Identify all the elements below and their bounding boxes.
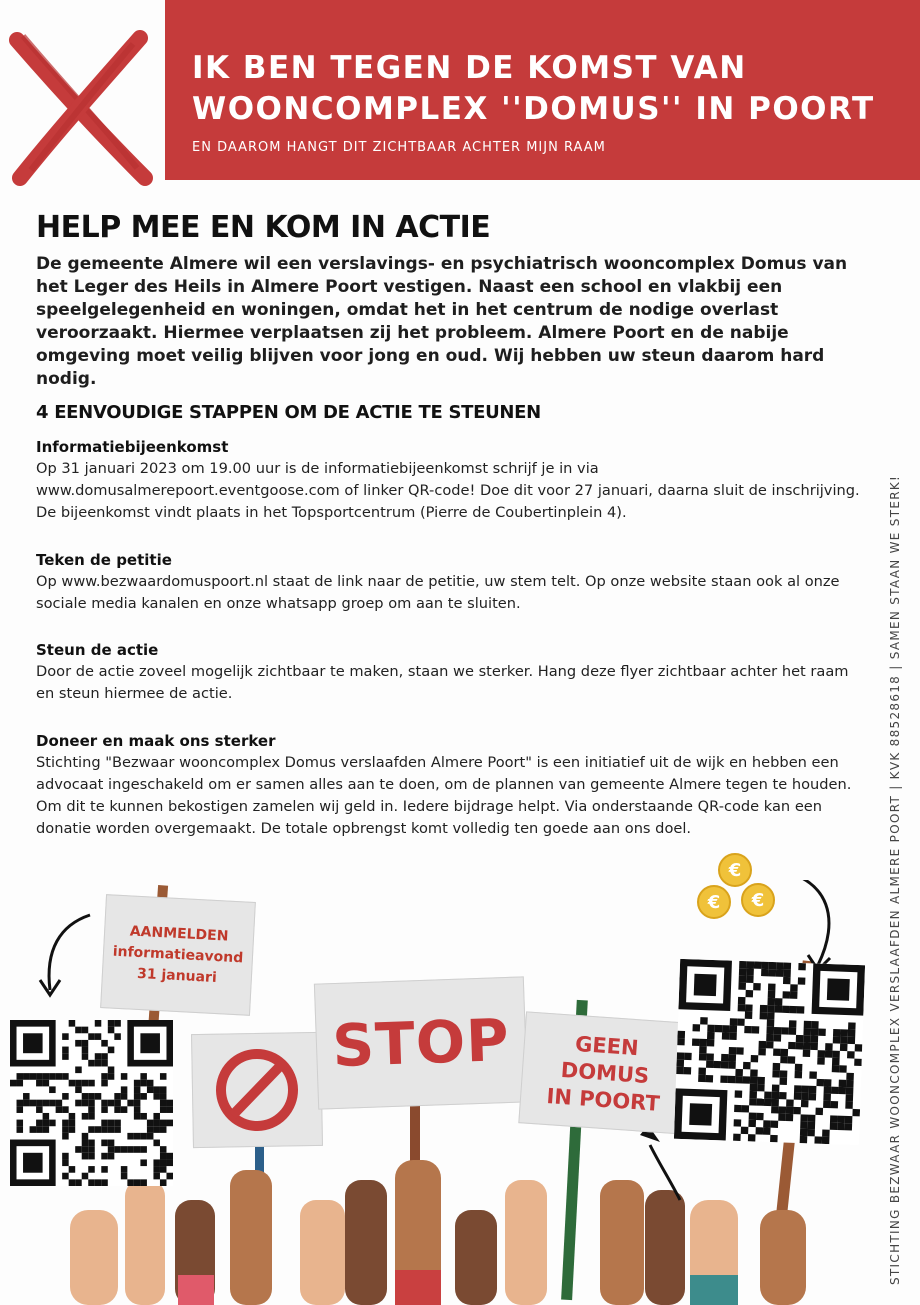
step-information-meeting [36, 437, 866, 524]
sign-stop: STOP [314, 976, 528, 1109]
sign-line: DOMUS [560, 1057, 650, 1088]
sign-line: 31 januari [136, 965, 218, 986]
side-footer-text: STICHTING BEZWAAR WOONCOMPLEX VERSLAAFDEN ALMERE POORT | KVK 88528618 | SAMEN STAAN WE STERK! [888, 474, 902, 1285]
step-support-action [36, 640, 866, 705]
euro-coin-icon: € [718, 853, 752, 887]
step-text: Op www.bezwaardomuspoort.nl staat de link naar de petitie, uw stem telt. Op onze website staan ook al onze sociale media kanalen en onze whatsapp groep om aan te sluiten. [36, 573, 840, 612]
sign-line: AANMELDEN [129, 922, 229, 945]
step-title: Steun de actie [36, 641, 159, 659]
step-donate [36, 731, 866, 840]
step-text: Op 31 januari 2023 om 19.00 uur is de informatiebijeenkomst schrijf je in via www.domusalmerepoort.eventgoose.com of linker QR-code! Doe dit voor 27 januari, daarna sluit de inschrijving. De bijeenkomst vindt plaats in het Topsportcentrum (Pierre de Coubertinplein 4). [36, 460, 860, 521]
step-title: Teken de petitie [36, 551, 172, 569]
step-text: Stichting "Bezwaar wooncomplex Domus verslaafden Almere Poort" is een initiatief uit de wijk en hebben een advocaat ingeschakeld om er samen alles aan te doen, om de plannen van gemeente Almere tegen te houden. Om dit te kunnen bekostigen zamelen wij geld in. Iedere bijdrage helpt. Via onderstaande QR-code kan een donatie worden overgemaakt. De totale opbrengst komt volledig ten goede aan ons doel. [36, 754, 852, 837]
qr-code-registration[interactable] [10, 1020, 173, 1186]
intro-paragraph: De gemeente Almere wil een verslavings- en psychiatrisch wooncomplex Domus van het Leger des Heils in Almere Poort vestigen. Naast een school en vlakbij een speelgelegenheid en woningen, omdat het in het centrum de nodige overlast veroorzaakt. Hiermee verplaatsen zij het probleem. Almere Poort en de nabije omgeving moet veilig blijven voor jong en oud. Wij hebben uw steun daarom hard nodig. [36, 254, 848, 389]
step-sign-petition [36, 550, 866, 615]
page-heading: HELP MEE EN KOM IN ACTIE [36, 210, 491, 245]
no-entry-icon [211, 1044, 303, 1136]
step-title: Informatiebijeenkomst [36, 438, 229, 456]
red-cross-icon [5, 28, 155, 188]
euro-coin-icon: € [697, 885, 731, 919]
step-title: Doneer en maak ons sterker [36, 732, 276, 750]
steps-heading: 4 EENVOUDIGE STAPPEN OM DE ACTIE TE STEUNEN [36, 402, 541, 423]
qr-code-donation[interactable] [674, 959, 865, 1145]
sign-line: informatieavond [112, 943, 244, 966]
sign-line: GEEN [574, 1031, 640, 1060]
sign-no-domus [518, 1011, 691, 1134]
euro-coin-icon: € [741, 883, 775, 917]
sign-register [100, 894, 256, 1016]
sign-line: IN POORT [545, 1083, 661, 1116]
banner-title: IK BEN TEGEN DE KOMST VAN WOONCOMPLEX ''DOMUS'' IN POORT [192, 50, 875, 127]
step-text: Door de actie zoveel mogelijk zichtbaar te maken, staan we sterker. Hang deze flyer zichtbaar achter het raam en steun hiermee de actie. [36, 663, 849, 702]
banner-subtitle: EN DAAROM HANGT DIT ZICHTBAAR ACHTER MIJN RAAM [192, 140, 606, 155]
sign-no-entry [191, 1032, 323, 1148]
